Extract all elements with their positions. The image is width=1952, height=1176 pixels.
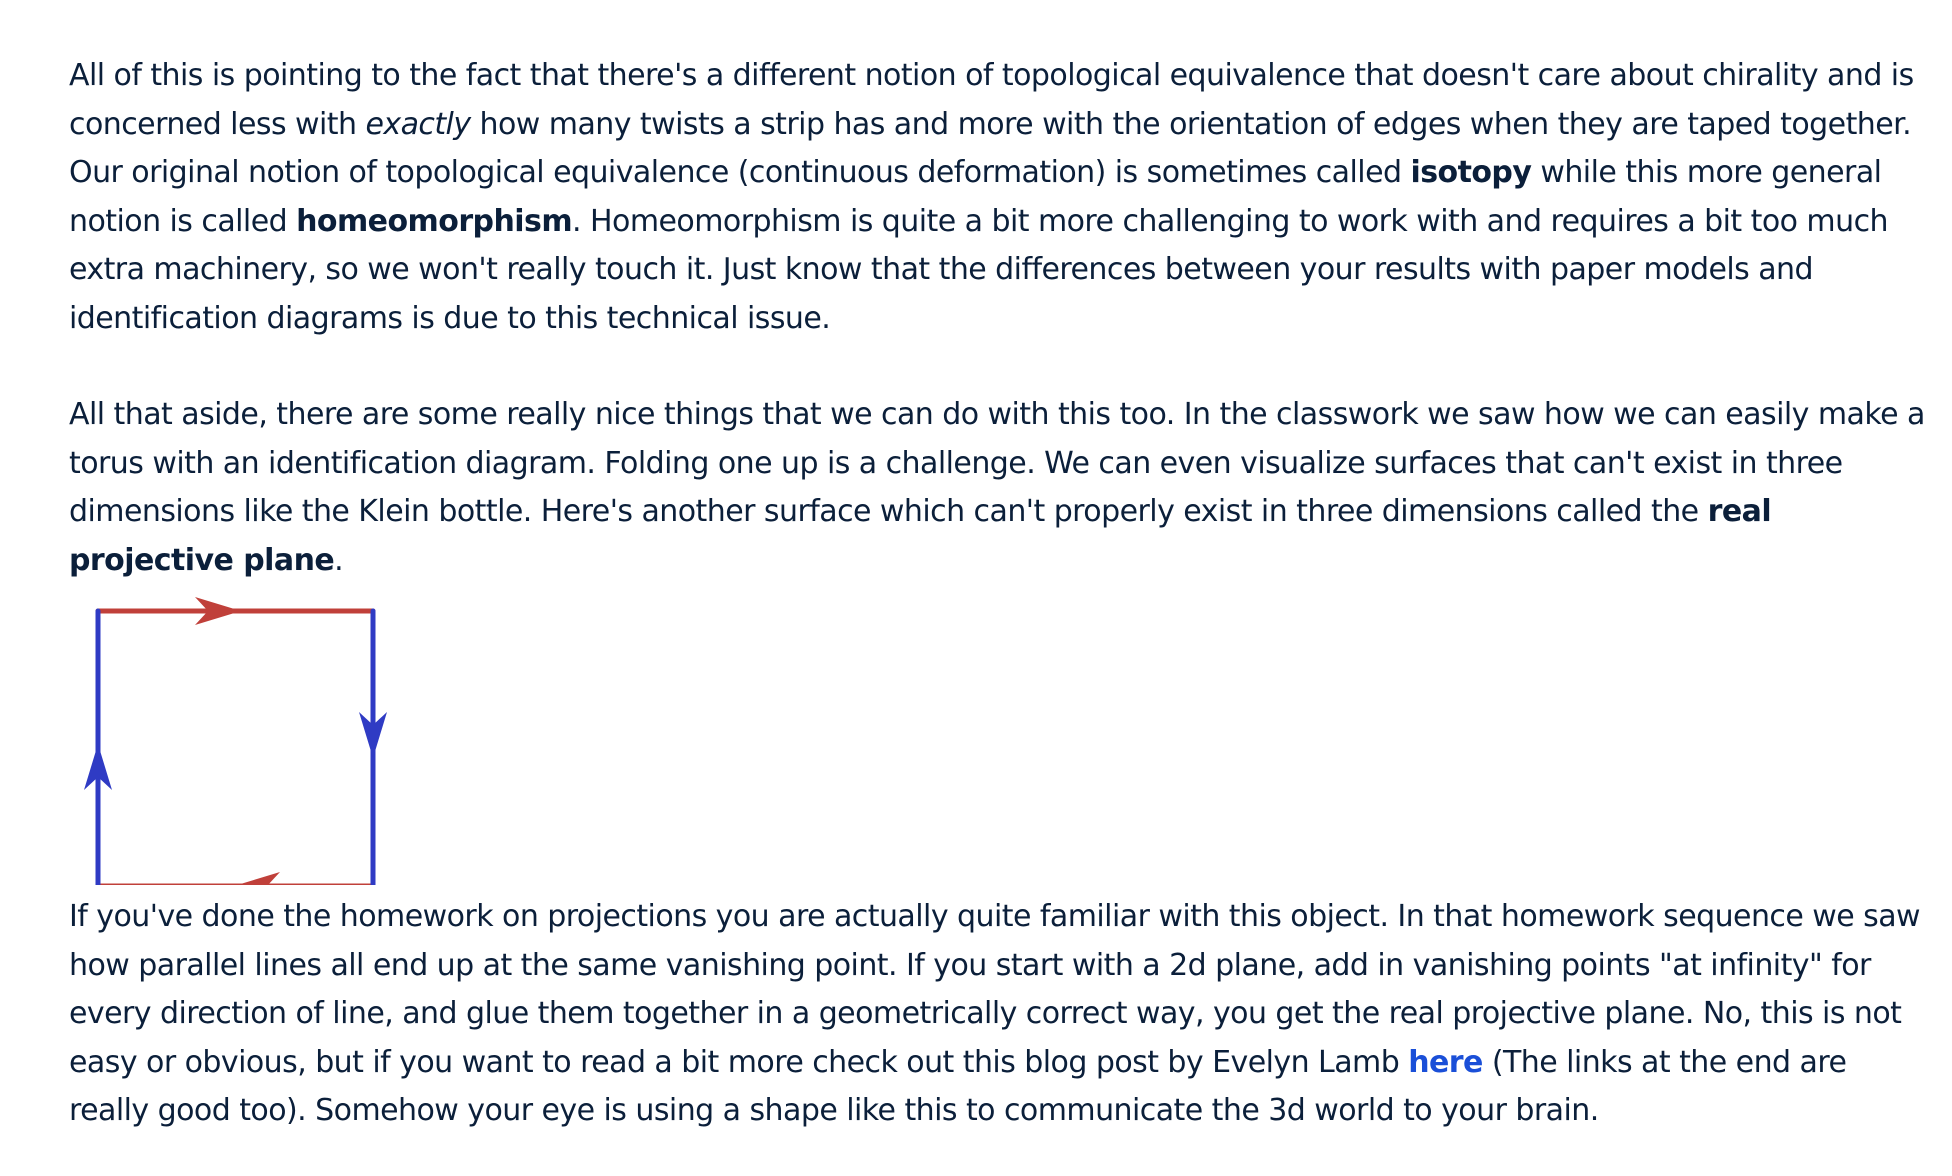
- paragraph-1-text-b: how many twists a strip has and more with the orientation of edges when they are taped together. Our original notion of topological equivalence (continuous deformation) is sometimes called: [69, 106, 1912, 190]
- paragraph-3-text-b: (The links at the end are really good too). Somehow your eye is using a shape like this to communicate the 3d world to your brain.: [69, 1044, 1847, 1128]
- paragraph-projective-plane: [69, 391, 1929, 585]
- term-isotopy: isotopy: [1410, 155, 1532, 190]
- paragraph-3-text-a: If you've done the homework on projections you are actually quite familiar with this object. In that homework sequence we saw how parallel lines all end up at the same vanishing point. If you start with a 2d plane, add in vanishing points "at infinity" for every direction of line, and glue them together in a geometrically correct way, you get the real projective plane. No, this is not easy or obvious, but if you want to read a bit more check out this blog post by Evelyn Lamb: [69, 899, 1921, 1080]
- identification-diagram: [69, 585, 389, 885]
- article-content: [69, 52, 1929, 1136]
- identification-diagram-svg: [69, 585, 389, 885]
- paragraph-projections: [69, 893, 1929, 1136]
- paragraph-1-text-d: . Homeomorphism is quite a bit more challenging to work with and requires a bit too much extra machinery, so we won't really touch it. Just know that the differences between your results with paper models and identification diagrams is due to this technical issue.: [69, 203, 1888, 336]
- emphasis-exactly: exactly: [365, 106, 471, 142]
- paragraph-2-text-a: All that aside, there are some really nice things that we can do with this too. In the classwork we saw how we can easily make a torus with an identification diagram. Folding one up is a challenge. We can even visualize surfaces that can't exist in three dimensions like the Klein bottle. Here's another surface which can't properly exist in three dimensions called the: [69, 397, 1925, 529]
- paragraph-1-text-c: while this more general notion is called: [69, 155, 1882, 239]
- evelyn-lamb-blog-link[interactable]: here: [1408, 1044, 1483, 1080]
- term-real-projective-plane: real projective plane: [69, 494, 1772, 578]
- paragraph-2-text-b: .: [334, 542, 344, 578]
- paragraph-1-text-a: All of this is pointing to the fact that there's a different notion of topological equivalence that doesn't care about chirality and is concerned less with: [69, 58, 1914, 142]
- bottom-arrow-left-icon: [234, 872, 280, 885]
- paragraph-homeomorphism: [69, 52, 1929, 343]
- term-homeomorphism: homeomorphism: [296, 203, 573, 239]
